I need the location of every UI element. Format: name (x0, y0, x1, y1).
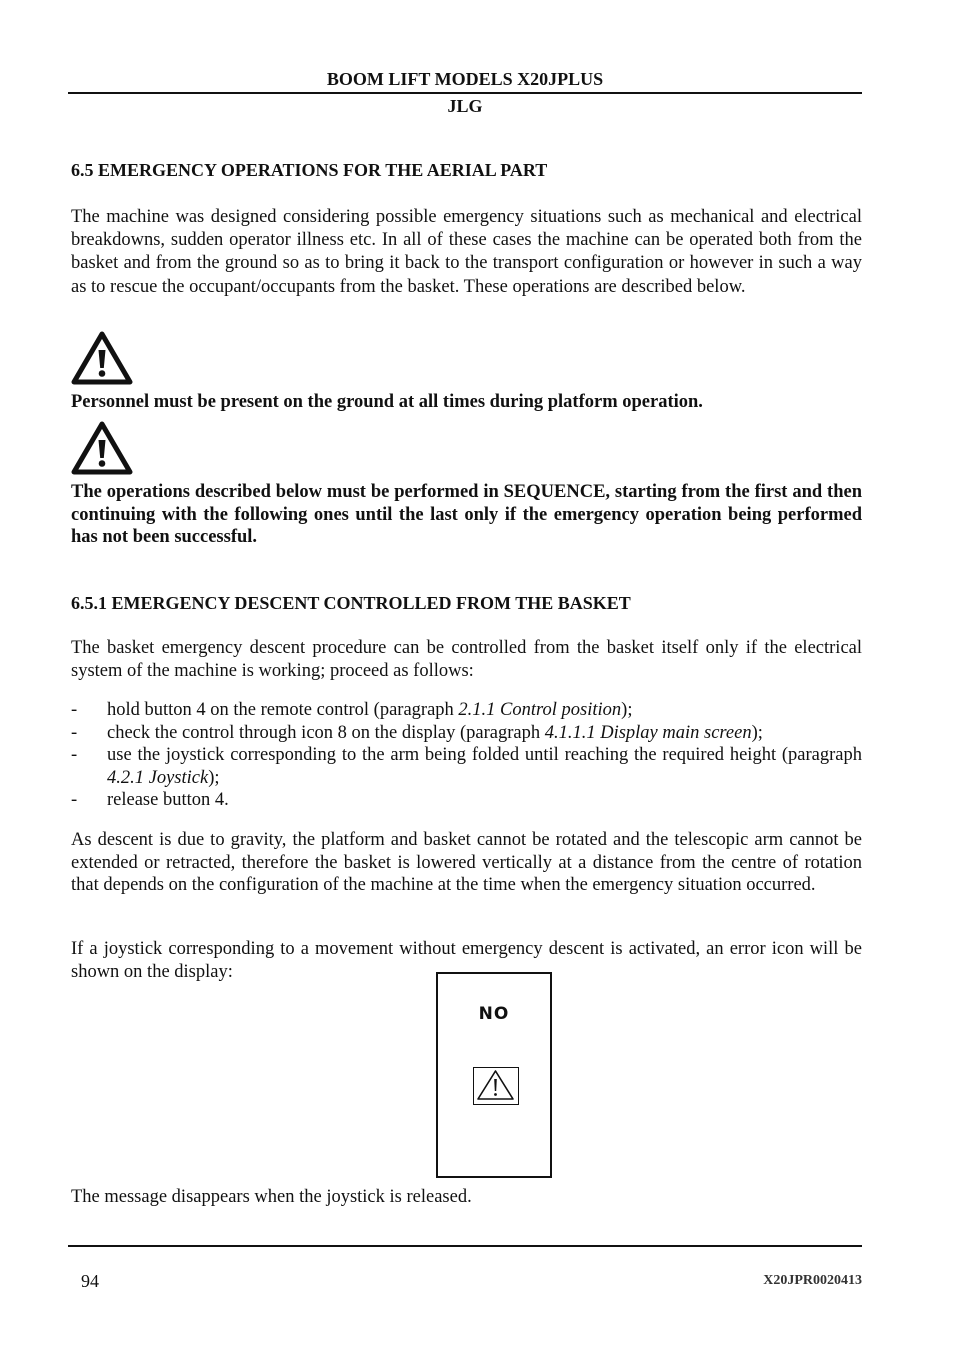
document-code: X20JPR0020413 (763, 1273, 862, 1288)
warning-triangle-icon (71, 421, 133, 475)
list-item: - hold button 4 on the remote control (paragraph 2.1.1 Control position); (71, 700, 633, 720)
list-item: - use the joystick corresponding to the arm being folded until reaching the required height (paragraph 4.2.1 Joystick); (71, 745, 862, 788)
section-intro: The machine was designed considering possible emergency situations such as mechanical and electrical breakdowns, sudden operator illness etc. In all of these cases the machine can be operated both from the basket and from the ground so as to bring it back to the transport configuration or however in such a way as to rescue the occupant/occupants from the basket. These operations are described below. (71, 207, 862, 297)
header-brand: JLG (447, 96, 483, 116)
warning-triangle-icon (474, 1068, 517, 1103)
procedure-list (71, 699, 862, 812)
list-item: - release button 4. (71, 790, 229, 811)
joystick-paragraph: If a joystick corresponding to a movement without emergency descent is activated, an error icon will be shown on the display: (71, 939, 862, 982)
warning-ground-personnel: Personnel must be present on the ground at all times during platform operation. (71, 392, 703, 412)
page-number: 94 (81, 1271, 99, 1291)
display-warning-frame (473, 1067, 519, 1105)
list-item: - check the control through icon 8 on the display (paragraph 4.1.1.1 Display main screen); (71, 722, 763, 743)
gravity-paragraph: As descent is due to gravity, the platform and basket cannot be rotated and the telescopic arm cannot be extended or retracted, therefore the basket is lowered vertically at a distance from the centre of rotation that depends on the configuration of the machine at the time when the emergency situation occurred. (71, 830, 862, 896)
subsection-intro: The basket emergency descent procedure can be controlled from the basket itself only if the electrical system of the machine is working; proceed as follows: (71, 638, 862, 682)
subsection-heading: 6.5.1 EMERGENCY DESCENT CONTROLLED FROM THE BASKET (71, 593, 631, 613)
footer-rule (68, 1245, 862, 1247)
warning-sequence: The operations described below must be performed in SEQUENCE, starting from the first and then continuing with the following ones until the last only if the emergency operation being performed has not been successful. (71, 482, 862, 548)
section-heading: 6.5 EMERGENCY OPERATIONS FOR THE AERIAL PART (71, 160, 548, 180)
message-paragraph: The message disappears when the joystick is released. (71, 1187, 472, 1207)
warning-triangle-icon (71, 331, 133, 385)
header-title: BOOM LIFT MODELS X20JPLUS (326, 69, 604, 89)
display-no-label: NO (478, 1004, 510, 1024)
display-error-screen (436, 972, 552, 1178)
header-rule (68, 92, 862, 94)
